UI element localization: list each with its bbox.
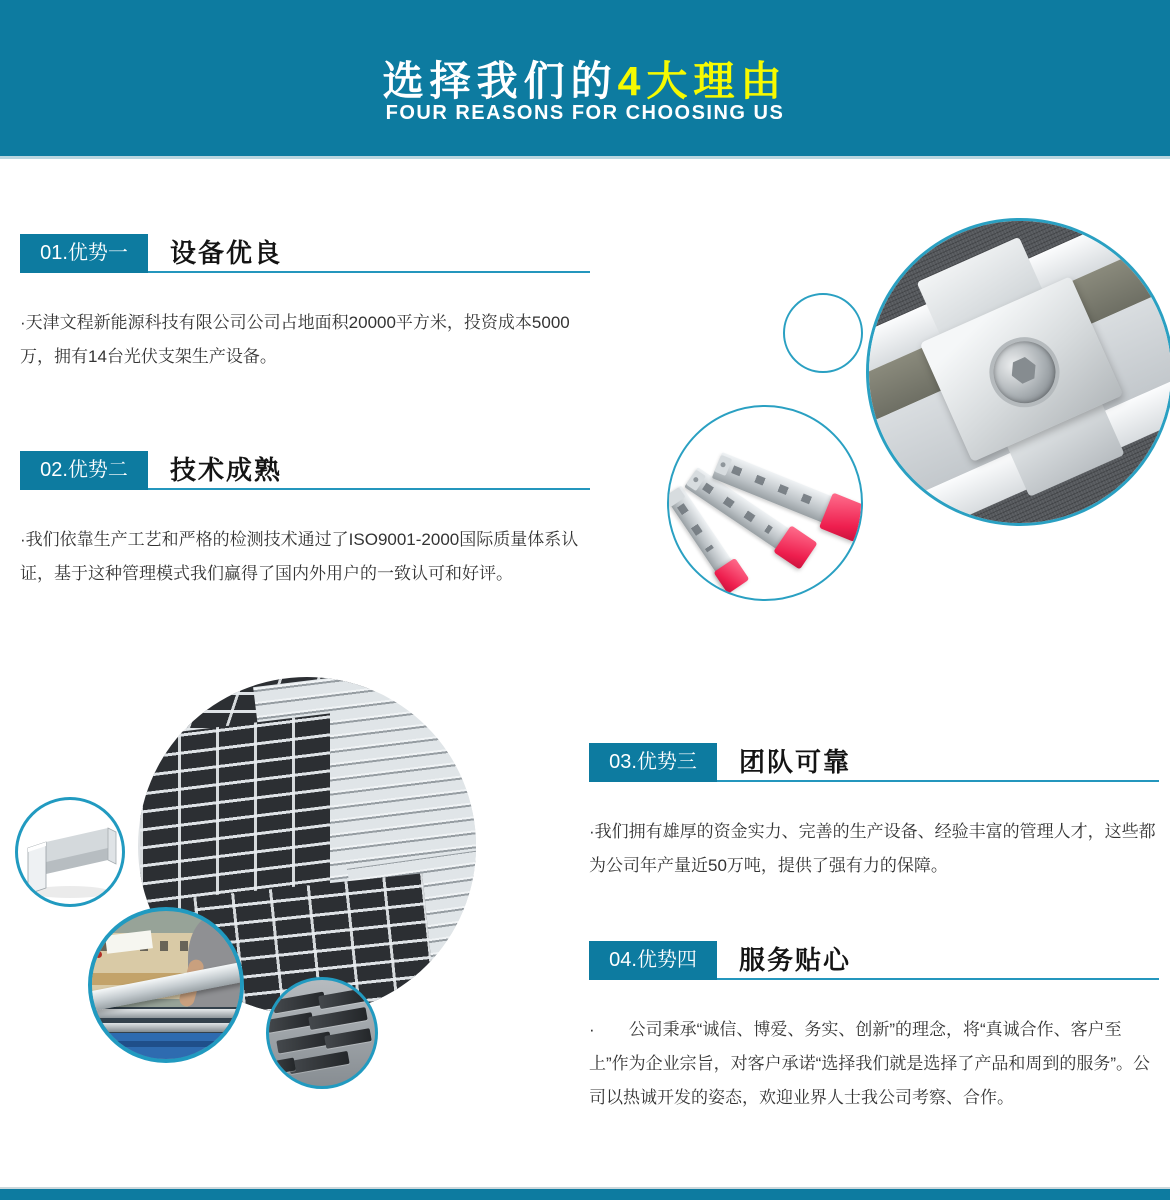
section-title: 设备优良 [170,238,283,268]
steel-bundle [308,1007,367,1030]
photo-red-cap-bars-circle [667,405,863,601]
steel-bundle [288,1051,349,1074]
solar-clamp-scene [866,218,1170,526]
steel-bundle [272,992,325,1014]
page-subtitle: FOUR REASONS FOR CHOOSING US [385,102,785,124]
red-end-cap [713,558,749,594]
machine-base-stripe [92,1041,240,1047]
steel-bundle [318,988,368,1009]
photo-solar-clamp-circle [866,218,1170,526]
roller [92,1009,240,1018]
decorative-ring [783,293,863,373]
page-title-main: 选择我们的 [382,58,618,104]
header-banner [0,0,1170,159]
section-body-text: · 公司秉承“诚信、博爱、务实、创新”的理念，将“真诚合作、客户至上”作为企业宗旨，对客户承诺“选择我们就是选择了产品和周到的服务”。公司以热诚开发的姿态，欢迎业界人士我公司考察、合作。 [589,1020,1150,1107]
steel-bundle [324,1028,372,1049]
section-title: 服务贴心 [739,945,852,975]
section-body-text: ·我们拥有雄厚的资金实力、完善的生产设备、经验丰富的管理人才，这些都为公司年产量近50万吨，提供了强有力的保障。 [589,822,1156,875]
photo-production-line-circle [88,907,244,1063]
section-number-badge: 03.优势三 [589,743,717,782]
section-title: 技术成熟 [170,455,283,485]
machine-red-button [95,951,102,958]
page-title [0,48,1170,107]
steel-bundle [266,1012,314,1033]
section-number-badge: 01.优势一 [20,234,148,273]
section-number-badge: 02.优势二 [20,451,148,490]
hex-recess [1006,353,1040,387]
roller [92,1023,240,1032]
page-title-highlight: 4大理由 [617,58,788,104]
section-number-badge: 04.优势四 [589,941,717,980]
punched-slots [677,503,714,552]
red-end-cap [773,525,817,569]
u-channel-drawing [18,800,122,904]
red-end-cap [819,493,863,542]
section-body-text: ·我们依靠生产工艺和严格的检测技术通过了ISO9001-2000国际质量体系认证，基于这种管理模式我们赢得了国内外用户的一致认可和好评。 [20,530,579,583]
photo-u-channel-circle [15,797,125,907]
footer-banner [0,1187,1170,1200]
steel-bundle [276,1031,331,1053]
section-body-text: ·天津文程新能源科技有限公司公司占地面积20000平方米，投资成本5000万，拥有14台光伏支架生产设备。 [20,313,570,366]
photo-dark-steel-circle [266,977,378,1089]
section-title: 团队可靠 [739,747,852,777]
